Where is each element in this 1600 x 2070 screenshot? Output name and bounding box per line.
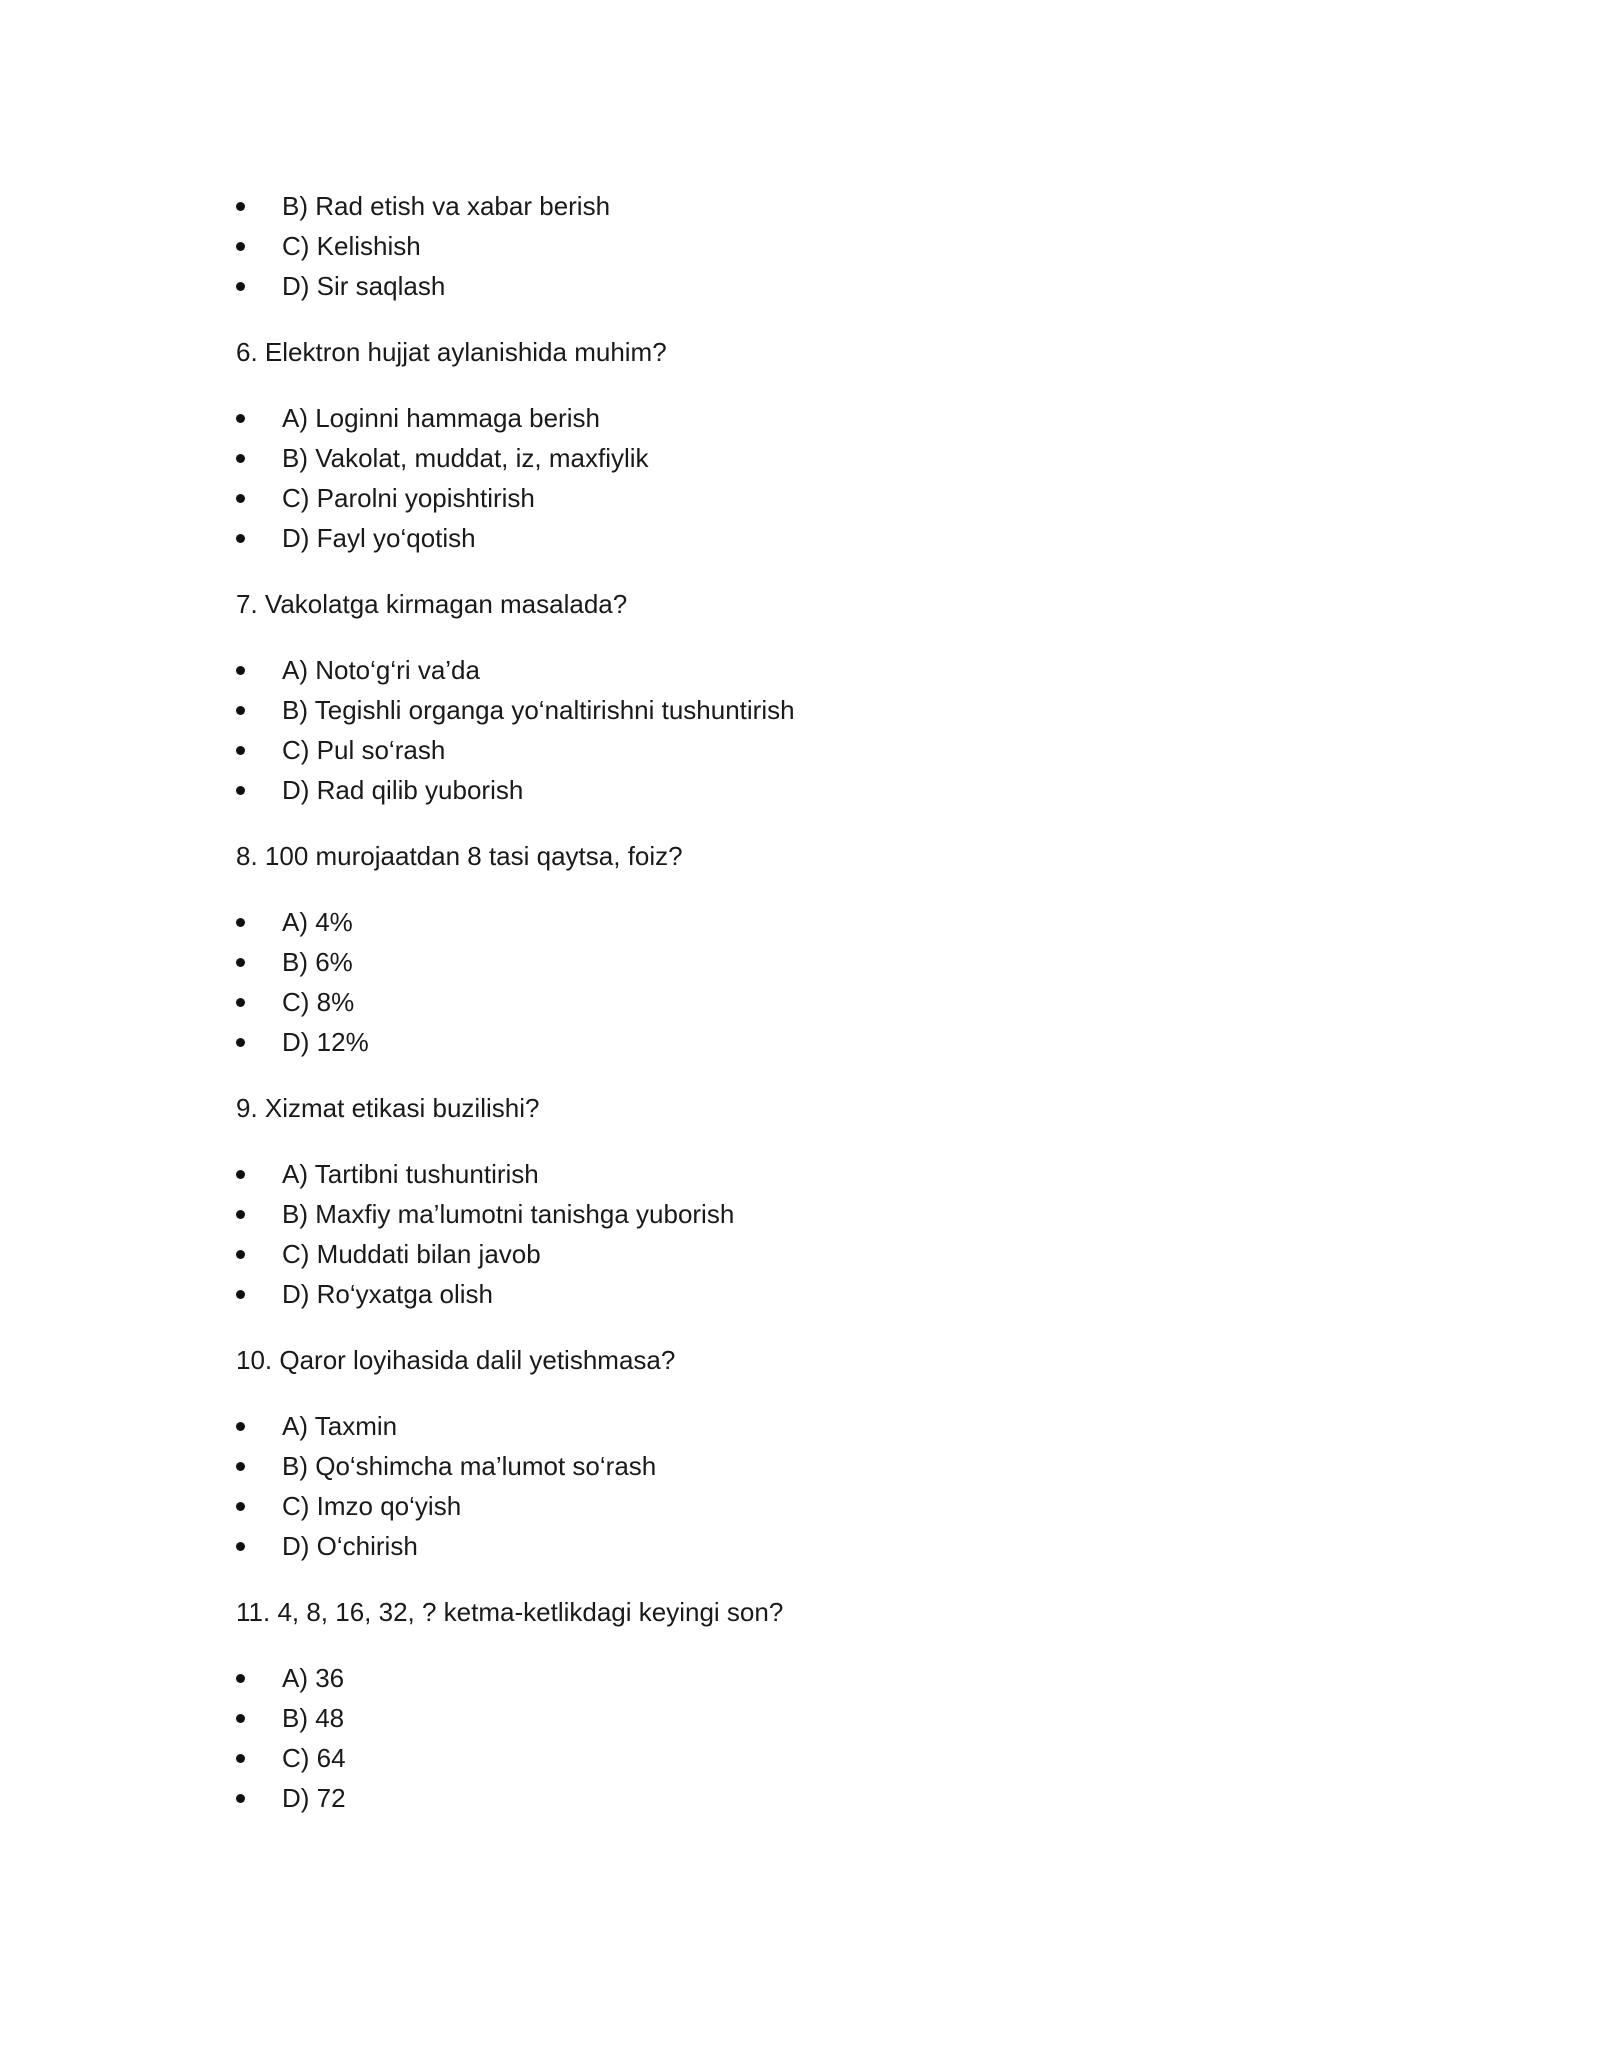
list-item	[236, 770, 1386, 810]
option-list-10	[236, 1406, 1386, 1566]
list-item	[236, 1406, 1386, 1446]
option-text: C) 8%	[282, 987, 355, 1017]
list-item	[236, 1778, 1386, 1818]
option-list-7	[236, 650, 1386, 810]
list-item	[236, 1658, 1386, 1698]
option-text: B) Rad etish va xabar berish	[282, 191, 611, 221]
option-text: D) Ro‘yxatga olish	[282, 1279, 493, 1309]
option-text: C) Parolni yopishtirish	[282, 483, 535, 513]
bullet-icon	[236, 746, 245, 755]
option-text: A) 4%	[282, 907, 353, 937]
option-list-9	[236, 1154, 1386, 1314]
list-item	[236, 690, 1386, 730]
bullet-icon	[236, 1290, 245, 1299]
document-content	[236, 186, 1386, 1818]
list-item	[236, 1486, 1386, 1526]
list-item	[236, 1022, 1386, 1062]
list-item	[236, 1698, 1386, 1738]
option-text: B) Maxfiy ma’lumotni tanishga yuborish	[282, 1199, 735, 1229]
bullet-icon	[236, 1210, 245, 1219]
bullet-icon	[236, 1542, 245, 1551]
list-item	[236, 186, 1386, 226]
list-item	[236, 1234, 1386, 1274]
option-text: C) Muddati bilan javob	[282, 1239, 541, 1269]
bullet-icon	[236, 1714, 245, 1723]
bullet-icon	[236, 202, 245, 211]
bullet-icon	[236, 958, 245, 967]
bullet-icon	[236, 666, 245, 675]
option-text: A) Noto‘g‘ri va’da	[282, 655, 480, 685]
bullet-icon	[236, 1794, 245, 1803]
list-item	[236, 398, 1386, 438]
option-list-6	[236, 398, 1386, 558]
option-text: D) 72	[282, 1783, 346, 1813]
bullet-icon	[236, 706, 245, 715]
option-text: B) 6%	[282, 947, 353, 977]
option-text: D) O‘chirish	[282, 1531, 418, 1561]
option-text: B) 48	[282, 1703, 345, 1733]
list-item	[236, 1526, 1386, 1566]
bullet-icon	[236, 1422, 245, 1431]
question-8: 8. 100 murojaatdan 8 tasi qaytsa, foiz?	[236, 841, 683, 871]
question-11: 11. 4, 8, 16, 32, ? ketma-ketlikdagi keyingi son?	[236, 1597, 784, 1627]
bullet-icon	[236, 998, 245, 1007]
option-text: D) Sir saqlash	[282, 271, 446, 301]
question-10: 10. Qaror loyihasida dalil yetishmasa?	[236, 1345, 676, 1375]
option-text: A) 36	[282, 1663, 345, 1693]
bullet-icon	[236, 786, 245, 795]
list-item	[236, 266, 1386, 306]
option-text: B) Vakolat, muddat, iz, maxfiylik	[282, 443, 649, 473]
bullet-icon	[236, 1674, 245, 1683]
list-item	[236, 1154, 1386, 1194]
bullet-icon	[236, 534, 245, 543]
option-text: A) Taxmin	[282, 1411, 398, 1441]
list-item	[236, 518, 1386, 558]
option-text: C) 64	[282, 1743, 346, 1773]
list-item	[236, 650, 1386, 690]
option-text: D) 12%	[282, 1027, 369, 1057]
list-item	[236, 1274, 1386, 1314]
list-item	[236, 226, 1386, 266]
list-item	[236, 942, 1386, 982]
question-7: 7. Vakolatga kirmagan masalada?	[236, 589, 628, 619]
list-item	[236, 1194, 1386, 1234]
intro-option-list	[236, 186, 1386, 306]
question-9: 9. Xizmat etikasi buzilishi?	[236, 1093, 540, 1123]
option-text: D) Fayl yo‘qotish	[282, 523, 476, 553]
list-item	[236, 438, 1386, 478]
option-list-8	[236, 902, 1386, 1062]
bullet-icon	[236, 1502, 245, 1511]
bullet-icon	[236, 1754, 245, 1763]
option-text: B) Qo‘shimcha ma’lumot so‘rash	[282, 1451, 657, 1481]
option-text: C) Imzo qo‘yish	[282, 1491, 462, 1521]
option-list-11	[236, 1658, 1386, 1818]
bullet-icon	[236, 1038, 245, 1047]
list-item	[236, 1446, 1386, 1486]
bullet-icon	[236, 414, 245, 423]
list-item	[236, 982, 1386, 1022]
bullet-icon	[236, 494, 245, 503]
list-item	[236, 902, 1386, 942]
question-6: 6. Elektron hujjat aylanishida muhim?	[236, 337, 667, 367]
option-text: C) Kelishish	[282, 231, 421, 261]
list-item	[236, 730, 1386, 770]
list-item	[236, 478, 1386, 518]
bullet-icon	[236, 1462, 245, 1471]
option-text: B) Tegishli organga yo‘naltirishni tushuntirish	[282, 695, 795, 725]
bullet-icon	[236, 918, 245, 927]
option-text: C) Pul so‘rash	[282, 735, 446, 765]
option-text: D) Rad qilib yuborish	[282, 775, 524, 805]
bullet-icon	[236, 282, 245, 291]
bullet-icon	[236, 1250, 245, 1259]
bullet-icon	[236, 1170, 245, 1179]
option-text: A) Loginni hammaga berish	[282, 403, 600, 433]
list-item	[236, 1738, 1386, 1778]
option-text: A) Tartibni tushuntirish	[282, 1159, 539, 1189]
bullet-icon	[236, 454, 245, 463]
bullet-icon	[236, 242, 245, 251]
